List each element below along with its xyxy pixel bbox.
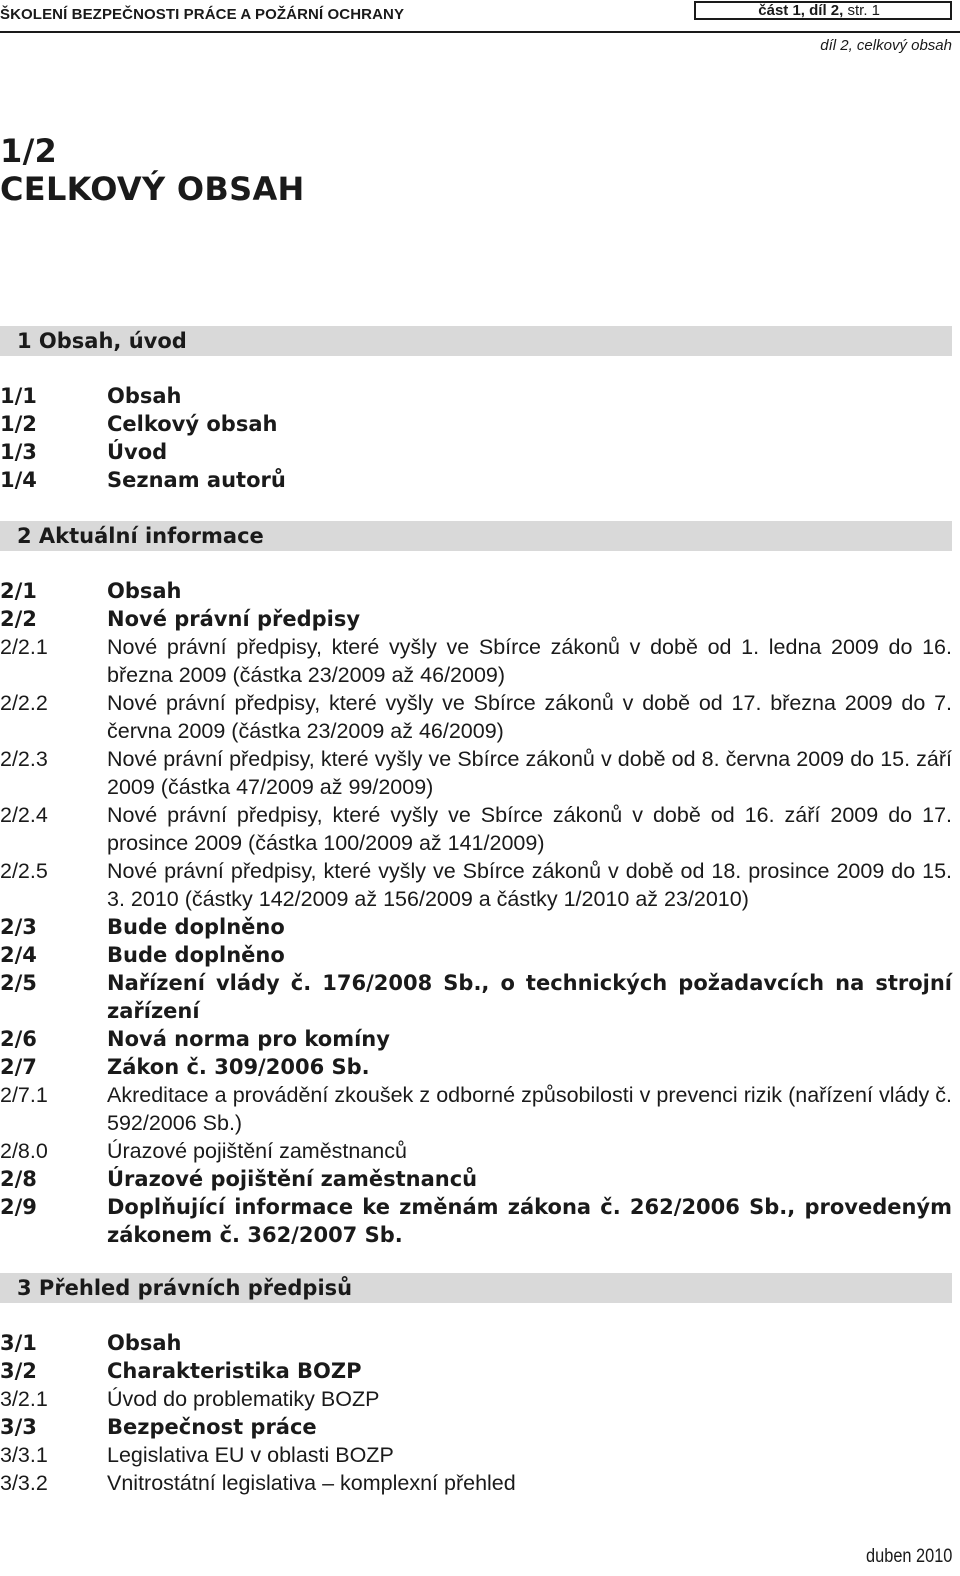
toc-entry-title: Nové právní předpisy, které vyšly ve Sbírce zákonů v době od 16. září 2009 do 17. prosince 2009 (částka 100/2009 až 141/2009) (107, 803, 952, 855)
toc-entry (0, 1469, 952, 1497)
toc-entry-title: Vnitrostátní legislativa – komplexní přehled (107, 1471, 516, 1495)
toc-entry (0, 745, 952, 801)
toc-entry (0, 1193, 952, 1249)
toc-entry (0, 1357, 952, 1385)
page-title-number: 1/2 (0, 132, 58, 170)
page-reference-part: část 1, díl 2, (758, 2, 844, 19)
toc-entry (0, 1329, 952, 1357)
toc-entry-number: 2/8 (0, 1167, 37, 1191)
toc-entry-number: 2/1 (0, 579, 37, 603)
toc-entry-number: 3/1 (0, 1331, 37, 1355)
page-footer-date: duben 2010 (865, 1546, 952, 1567)
toc-entry-title: Celkový obsah (107, 412, 278, 436)
section-entries-3 (0, 1329, 952, 1497)
publication-title: ŠKOLENÍ BEZPEČNOSTI PRÁCE A POŽÁRNÍ OCHRANY (0, 6, 405, 23)
section-subtitle: díl 2, celkový obsah (820, 37, 952, 54)
toc-entry (0, 382, 952, 410)
toc-entry-number: 2/7 (0, 1055, 37, 1079)
toc-entry-number: 2/6 (0, 1027, 37, 1051)
section-heading-1: 1 Obsah, úvod (0, 326, 952, 356)
toc-entry-title: Charakteristika BOZP (107, 1359, 362, 1383)
toc-entry-title: Legislativa EU v oblasti BOZP (107, 1443, 394, 1467)
toc-entry-number: 2/2.4 (0, 803, 48, 827)
toc-entry (0, 857, 952, 913)
section-entries-1 (0, 382, 952, 494)
toc-entry-number: 1/2 (0, 412, 37, 436)
toc-entry (0, 969, 952, 1025)
toc-entry-number: 2/3 (0, 915, 37, 939)
toc-entry-title: Obsah (107, 579, 182, 603)
toc-entry-title: Akreditace a provádění zkoušek z odborné způsobilosti v prevenci rizik (nařízení vlády č. 592/2006 Sb.) (107, 1083, 952, 1135)
toc-entry-number: 3/2.1 (0, 1387, 48, 1411)
toc-entry-title: Úvod (107, 440, 168, 464)
toc-entry-number: 3/3.1 (0, 1443, 48, 1467)
toc-entry-number: 1/1 (0, 384, 37, 408)
page-reference-box (694, 1, 952, 20)
toc-entry-number: 2/2.2 (0, 691, 48, 715)
toc-entry-title: Doplňující informace ke změnám zákona č. 262/2006 Sb., provedeným zákonem č. 362/2007 Sb. (107, 1195, 952, 1247)
toc-entry-number: 2/9 (0, 1195, 37, 1219)
toc-entry-title: Nové právní předpisy, které vyšly ve Sbírce zákonů v době od 18. prosince 2009 do 15. 3. 2010 (částky 142/2009 až 156/2009 a částky 1/2010 až 23/2010) (107, 859, 952, 911)
toc-entry-number: 2/2.5 (0, 859, 48, 883)
toc-entry-title: Nové právní předpisy, které vyšly ve Sbírce zákonů v době od 8. června 2009 do 15. září 2009 (částka 47/2009 až 99/2009) (107, 747, 952, 799)
page-title (0, 132, 305, 208)
toc-entry-title: Bude doplněno (107, 915, 285, 939)
toc-entry-title: Bude doplněno (107, 943, 285, 967)
toc-entry-number: 3/3 (0, 1415, 37, 1439)
toc-entry (0, 689, 952, 745)
toc-entry-number: 3/2 (0, 1359, 37, 1383)
toc-entry-number: 2/2.3 (0, 747, 48, 771)
page-title-text: CELKOVÝ OBSAH (0, 170, 305, 208)
toc-entry-title: Úrazové pojištění zaměstnanců (107, 1167, 478, 1191)
toc-entry (0, 1165, 952, 1193)
toc-entry (0, 633, 952, 689)
toc-entry (0, 1385, 952, 1413)
section-heading-3: 3 Přehled právních předpisů (0, 1273, 952, 1303)
toc-entry (0, 577, 952, 605)
toc-entry (0, 1081, 952, 1137)
toc-entry-title: Seznam autorů (107, 468, 286, 492)
toc-entry-number: 2/5 (0, 971, 37, 995)
toc-entry-title: Nové právní předpisy, které vyšly ve Sbírce zákonů v době od 1. ledna 2009 do 16. března 2009 (částka 23/2009 až 46/2009) (107, 635, 952, 687)
section-entries-2 (0, 577, 952, 1249)
toc-entry-title: Zákon č. 309/2006 Sb. (107, 1055, 370, 1079)
toc-entry-title: Bezpečnost práce (107, 1415, 317, 1439)
toc-entry-number: 2/8.0 (0, 1139, 48, 1163)
toc-entry-number: 2/2 (0, 607, 37, 631)
toc-entry (0, 438, 952, 466)
toc-entry-number: 3/3.2 (0, 1471, 48, 1495)
toc-entry (0, 1413, 952, 1441)
running-header (0, 0, 960, 33)
toc-entry (0, 605, 952, 633)
toc-entry-title: Nové právní předpisy (107, 607, 361, 631)
toc-entry (0, 1053, 952, 1081)
toc-entry (0, 410, 952, 438)
toc-entry (0, 1025, 952, 1053)
toc-entry-number: 2/4 (0, 943, 37, 967)
toc-entry-number: 1/4 (0, 468, 37, 492)
toc-entry-title: Nové právní předpisy, které vyšly ve Sbírce zákonů v době od 17. března 2009 do 7. června 2009 (částka 23/2009 až 46/2009) (107, 691, 952, 743)
toc-entry-title: Úvod do problematiky BOZP (107, 1387, 380, 1411)
toc-entry-title: Nařízení vlády č. 176/2008 Sb., o technických požadavcích na strojní zařízení (107, 971, 952, 1023)
toc-entry (0, 466, 952, 494)
section-heading-2: 2 Aktuální informace (0, 521, 952, 551)
toc-entry-number: 2/7.1 (0, 1083, 48, 1107)
toc-entry-title: Nová norma pro komíny (107, 1027, 390, 1051)
toc-entry (0, 801, 952, 857)
toc-entry-title: Úrazové pojištění zaměstnanců (107, 1139, 407, 1163)
toc-entry (0, 1137, 952, 1165)
toc-entry-title: Obsah (107, 384, 182, 408)
toc-entry-number: 1/3 (0, 440, 37, 464)
toc-entry-title: Obsah (107, 1331, 182, 1355)
toc-entry-number: 2/2.1 (0, 635, 48, 659)
toc-entry (0, 941, 952, 969)
page-reference-page: str. 1 (843, 2, 880, 19)
toc-entry (0, 1441, 952, 1469)
toc-entry (0, 913, 952, 941)
